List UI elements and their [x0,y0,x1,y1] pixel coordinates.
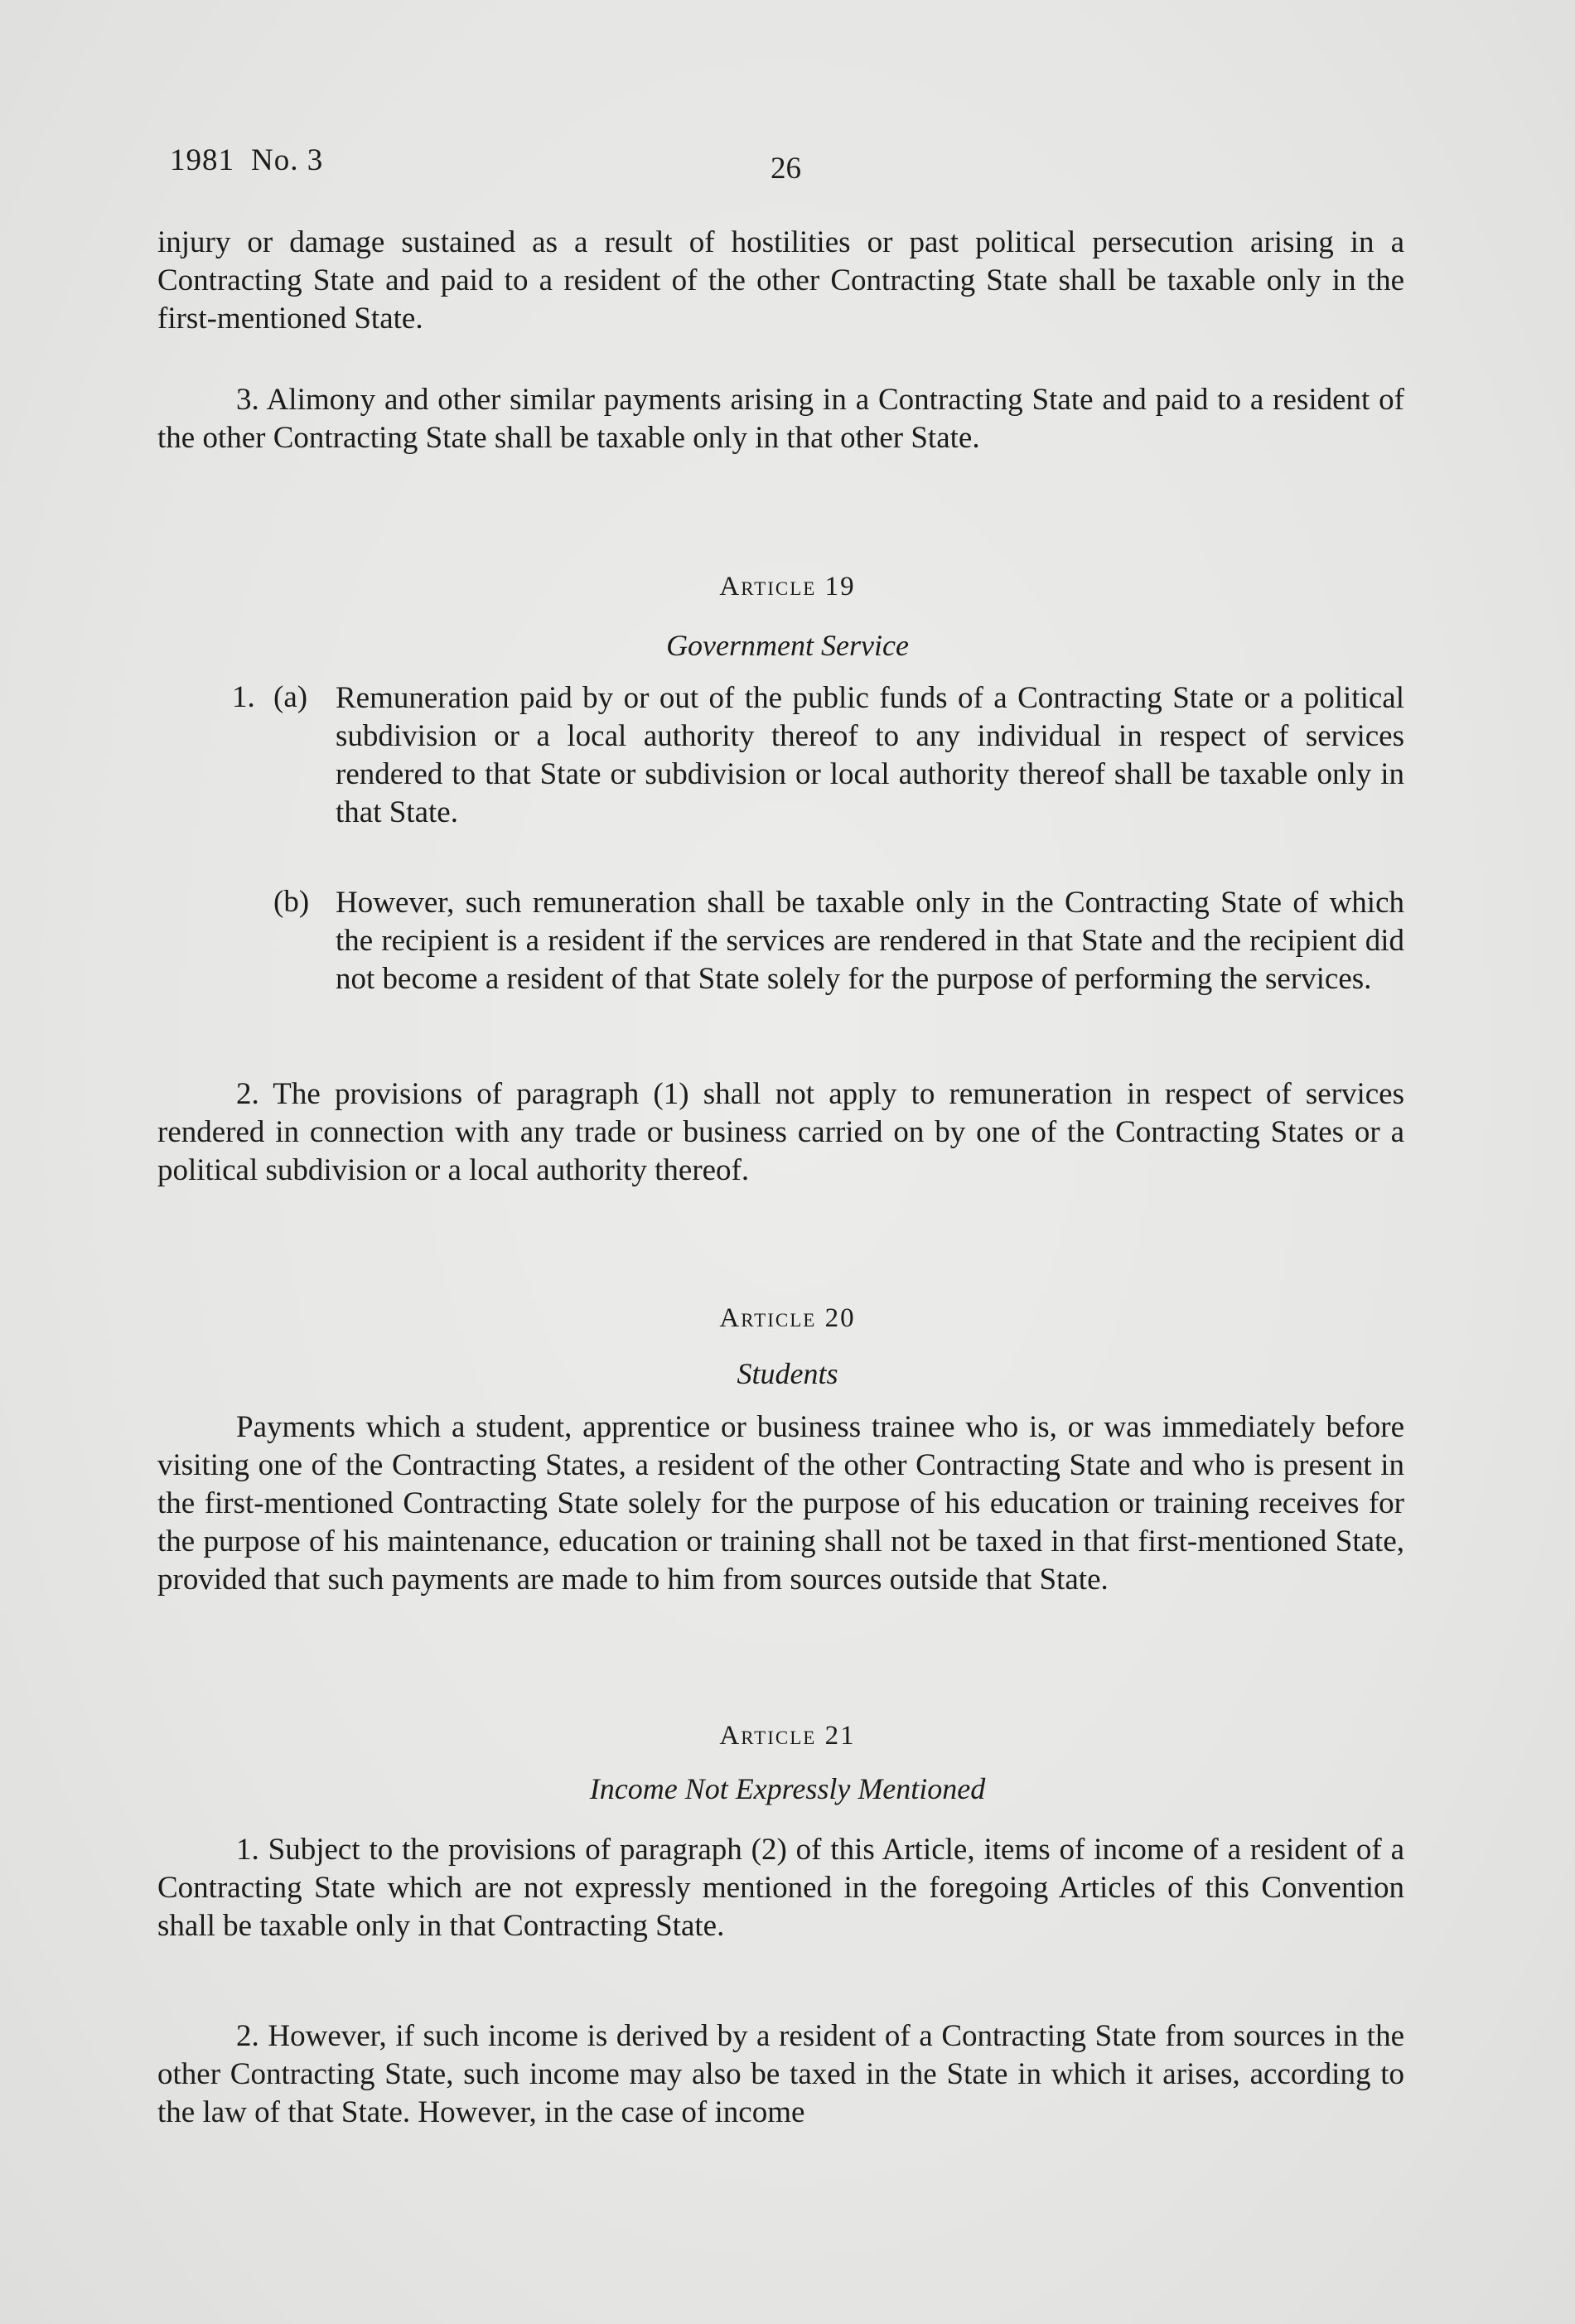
article19-paragraph-2: 2. The provisions of paragraph (1) shall not apply to remuneration in respect of services rendered in connection with any trade or business carried on by one of the Contracting States or a political subdivision or a local authority thereof. [157,1077,1404,1187]
article19-p1b-label: (b) [273,885,310,919]
article18-paragraph-3: 3. Alimony and other similar payments arising in a Contracting State and paid to a resident of the other Contracting State shall be taxable only in that other State. [157,383,1404,455]
article19-p1b-text: However, such remuneration shall be taxable only in the Contracting State of which the recipient is a resident if the services are rendered in that State and the recipient did not become a resident of that State solely for the purpose of performing the services. [336,886,1404,996]
article21-paragraph-1: 1. Subject to the provisions of paragraph (2) of this Article, items of income of a resident of a Contracting State which are not expressly mentioned in the foregoing Articles of this Convention shall be taxable only in that Contracting State. [157,1833,1404,1943]
article20-paragraph: Payments which a student, apprentice or business trainee who is, or was immediately before visiting one of the Contracting States, a resident of the other Contracting State and who is present in the first-mentioned Contracting State solely for the purpose of his education or training receives for the purpose of his maintenance, education or training shall not be taxed in that first-mentioned State, provided that such payments are made to him from sources outside that State. [157,1410,1404,1597]
article19-p1a-label: (a) [273,680,308,714]
header-year: 1981 [170,143,234,177]
header-number: No. 3 [251,143,324,177]
article20-heading: Article 20 [719,1303,856,1333]
article18-paragraph-continued: injury or damage sustained as a result of hostilities or past political persecution arising in a Contracting State and paid to a resident of the other Contracting State shall be taxable only in the first-mentioned State. [157,225,1404,336]
article19-title: Government Service [666,629,909,662]
article21-title: Income Not Expressly Mentioned [589,1772,986,1805]
page-number: 26 [771,152,801,186]
article19-heading: Article 19 [719,572,856,602]
article19-p1a-text: Remuneration paid by or out of the public funds of a Contracting State or a political subdivision or a local authority thereof to any individual in respect of services rendered to that State or subdivision or local authority thereof shall be taxable only in that State. [336,681,1404,829]
article21-heading: Article 21 [719,1721,856,1751]
article19-p1-number: 1. [232,680,255,714]
article20-title: Students [737,1357,838,1390]
page-header [170,143,323,178]
article21-paragraph-2: 2. However, if such income is derived by a resident of a Contracting State from sources in the other Contracting State, such income may also be taxed in the State in which it arises, according to the law of that State. However, in the case of income [157,2019,1404,2129]
